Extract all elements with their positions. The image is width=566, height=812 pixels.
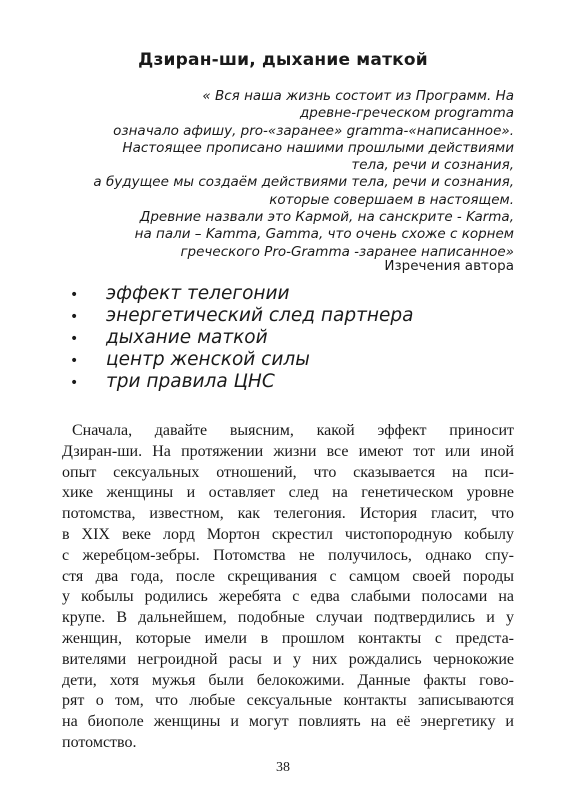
list-item (70, 283, 413, 305)
paragraph-line: потомства, известном, как телегония. История гласит, что (62, 505, 514, 523)
topic-list (70, 283, 413, 393)
list-item (70, 305, 413, 327)
bullet-icon: • (70, 353, 79, 369)
bullet-icon: • (70, 309, 79, 325)
epigraph-line: « Вся наша жизнь состоит из Программ. На (202, 88, 514, 104)
epigraph-line: древне-греческом programma (299, 105, 514, 122)
list-item-text: дыхание маткой (106, 327, 268, 348)
bullet-icon: • (70, 375, 79, 391)
epigraph-line: греческого Pro-Gramma -заранее написанное» (180, 243, 514, 260)
epigraph-line: означало афишу, pro-«заранее» gramma-«написанное». (113, 122, 514, 139)
body-paragraph (62, 421, 514, 754)
list-item-text: эффект телегонии (106, 283, 290, 304)
epigraph-attribution: Изречения автора (384, 258, 514, 274)
paragraph-line: вителями негроидной расы и у них рождались чернокожие (62, 650, 514, 668)
paragraph-line: потомство. (62, 733, 137, 751)
epigraph (44, 88, 514, 261)
page-number: 38 (276, 760, 290, 775)
list-item-text: три правила ЦНС (106, 371, 275, 392)
paragraph-line: Сначала, давайте выясним, какой эффект приносит (72, 422, 514, 439)
epigraph-line: а будущее мы создаём действиями тела, речи и сознания, (93, 174, 514, 191)
epigraph-line: на пали – Kamma, Gamma, что очень схоже с корнем (134, 226, 514, 243)
paragraph-line: у кобылы родились жеребята с едва слабыми полосами на (62, 588, 514, 606)
epigraph-line: которые совершаем в настоящем. (269, 191, 514, 208)
paragraph-line: стя два года, после скрещивания с самцом своей породы (62, 567, 514, 585)
paragraph-line: с жеребцом-зебры. Потомства не получилось, однако спу- (62, 546, 514, 564)
paragraph-line: женщин, которые имели в прошлом контакты с предста- (62, 629, 514, 647)
epigraph-line: Древние назвали это Кармой, на санскрите - Karma, (139, 209, 514, 226)
epigraph-line: Настоящее прописано нашими прошлыми действиями (122, 139, 514, 156)
paragraph-line: дети, хотя мужья были белокожими. Данные факты гово- (62, 671, 514, 689)
list-item (70, 371, 413, 393)
epigraph-line: тела, речи и сознания, (351, 157, 514, 174)
list-item (70, 327, 413, 349)
paragraph-line: в XIX веке лорд Мортон скрестил чистопородную кобылу (62, 525, 514, 543)
paragraph-line: крупе. В дальнейшем, подобные случаи подтвердились и у (62, 609, 514, 627)
list-item-text: центр женской силы (106, 349, 310, 370)
paragraph-line: опыт сексуальных отношений, что сказывается на пси- (62, 463, 514, 481)
paragraph-line: хике женщины и оставляет след на генетическом уровне (62, 484, 514, 502)
paragraph-line: рят о том, что любые сексуальные контакты записываются (62, 692, 514, 710)
chapter-title: Дзиран-ши, дыхание маткой (138, 50, 428, 70)
paragraph-line: Дзиран-ши. На протяжении жизни все имеют тот или иной (62, 442, 514, 460)
bullet-icon: • (70, 287, 79, 303)
list-item (70, 349, 413, 371)
list-item-text: энергетический след партнера (106, 305, 414, 326)
paragraph-line: на биополе женщины и могут повлиять на её энергетику и (62, 713, 514, 731)
bullet-icon: • (70, 331, 79, 347)
